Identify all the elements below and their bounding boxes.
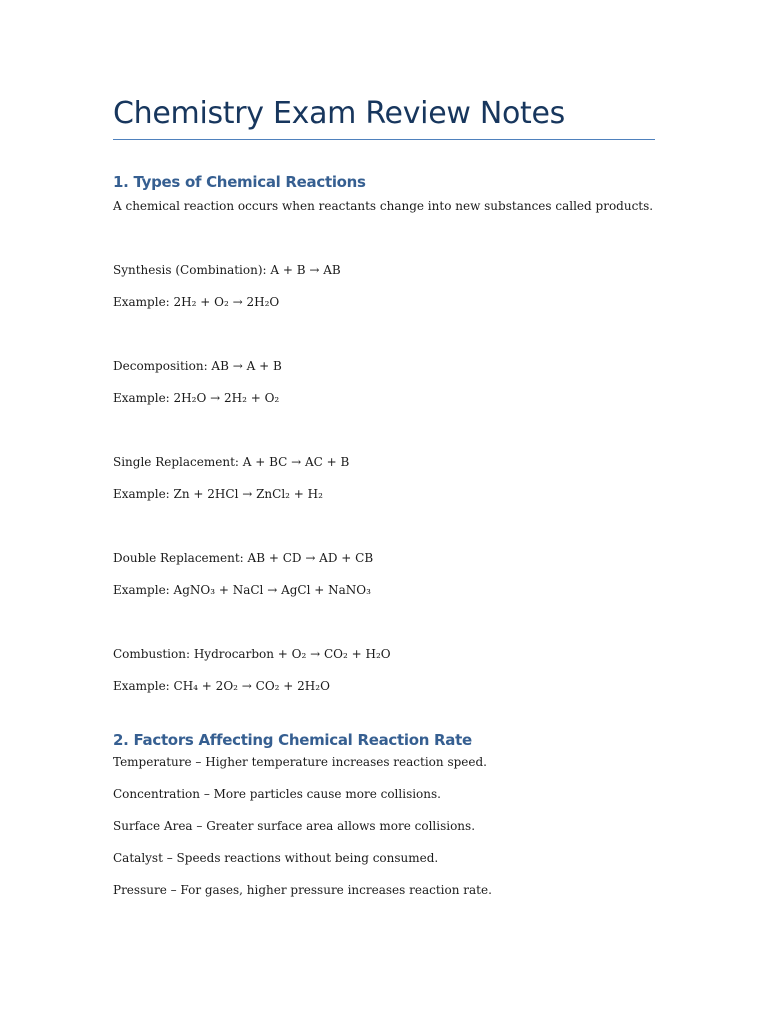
factor-concentration: Concentration – More particles cause more collisions. (113, 787, 441, 801)
factor-catalyst: Catalyst – Speeds reactions without being consumed. (113, 851, 439, 865)
factor-temperature: Temperature – Higher temperature increases reaction speed. (113, 755, 487, 769)
reaction-example-decomposition: Example: 2H₂O → 2H₂ + O₂ (113, 391, 280, 405)
reaction-example-single-replacement: Example: Zn + 2HCl → ZnCl₂ + H₂ (113, 487, 323, 501)
reaction-definition-decomposition: Decomposition: AB → A + B (113, 359, 282, 373)
factor-pressure: Pressure – For gases, higher pressure increases reaction rate. (113, 883, 492, 897)
section-heading-reaction-rate: 2. Factors Affecting Chemical Reaction Rate (113, 731, 472, 749)
reaction-example-double-replacement: Example: AgNO₃ + NaCl → AgCl + NaNO₃ (113, 583, 371, 597)
title-underline (113, 139, 655, 140)
factor-surface-area: Surface Area – Greater surface area allows more collisions. (113, 819, 476, 833)
reaction-definition-synthesis: Synthesis (Combination): A + B → AB (113, 263, 341, 277)
reaction-definition-combustion: Combustion: Hydrocarbon + O₂ → CO₂ + H₂O (113, 647, 391, 661)
document-title: Chemistry Exam Review Notes (113, 96, 565, 131)
section-heading-reaction-types: 1. Types of Chemical Reactions (113, 173, 366, 191)
reaction-definition-double-replacement: Double Replacement: AB + CD → AD + CB (113, 551, 374, 565)
reaction-definition-single-replacement: Single Replacement: A + BC → AC + B (113, 455, 350, 469)
reaction-example-combustion: Example: CH₄ + 2O₂ → CO₂ + 2H₂O (113, 679, 330, 693)
reaction-example-synthesis: Example: 2H₂ + O₂ → 2H₂O (113, 295, 280, 309)
section-intro: A chemical reaction occurs when reactants change into new substances called products. (113, 199, 654, 213)
